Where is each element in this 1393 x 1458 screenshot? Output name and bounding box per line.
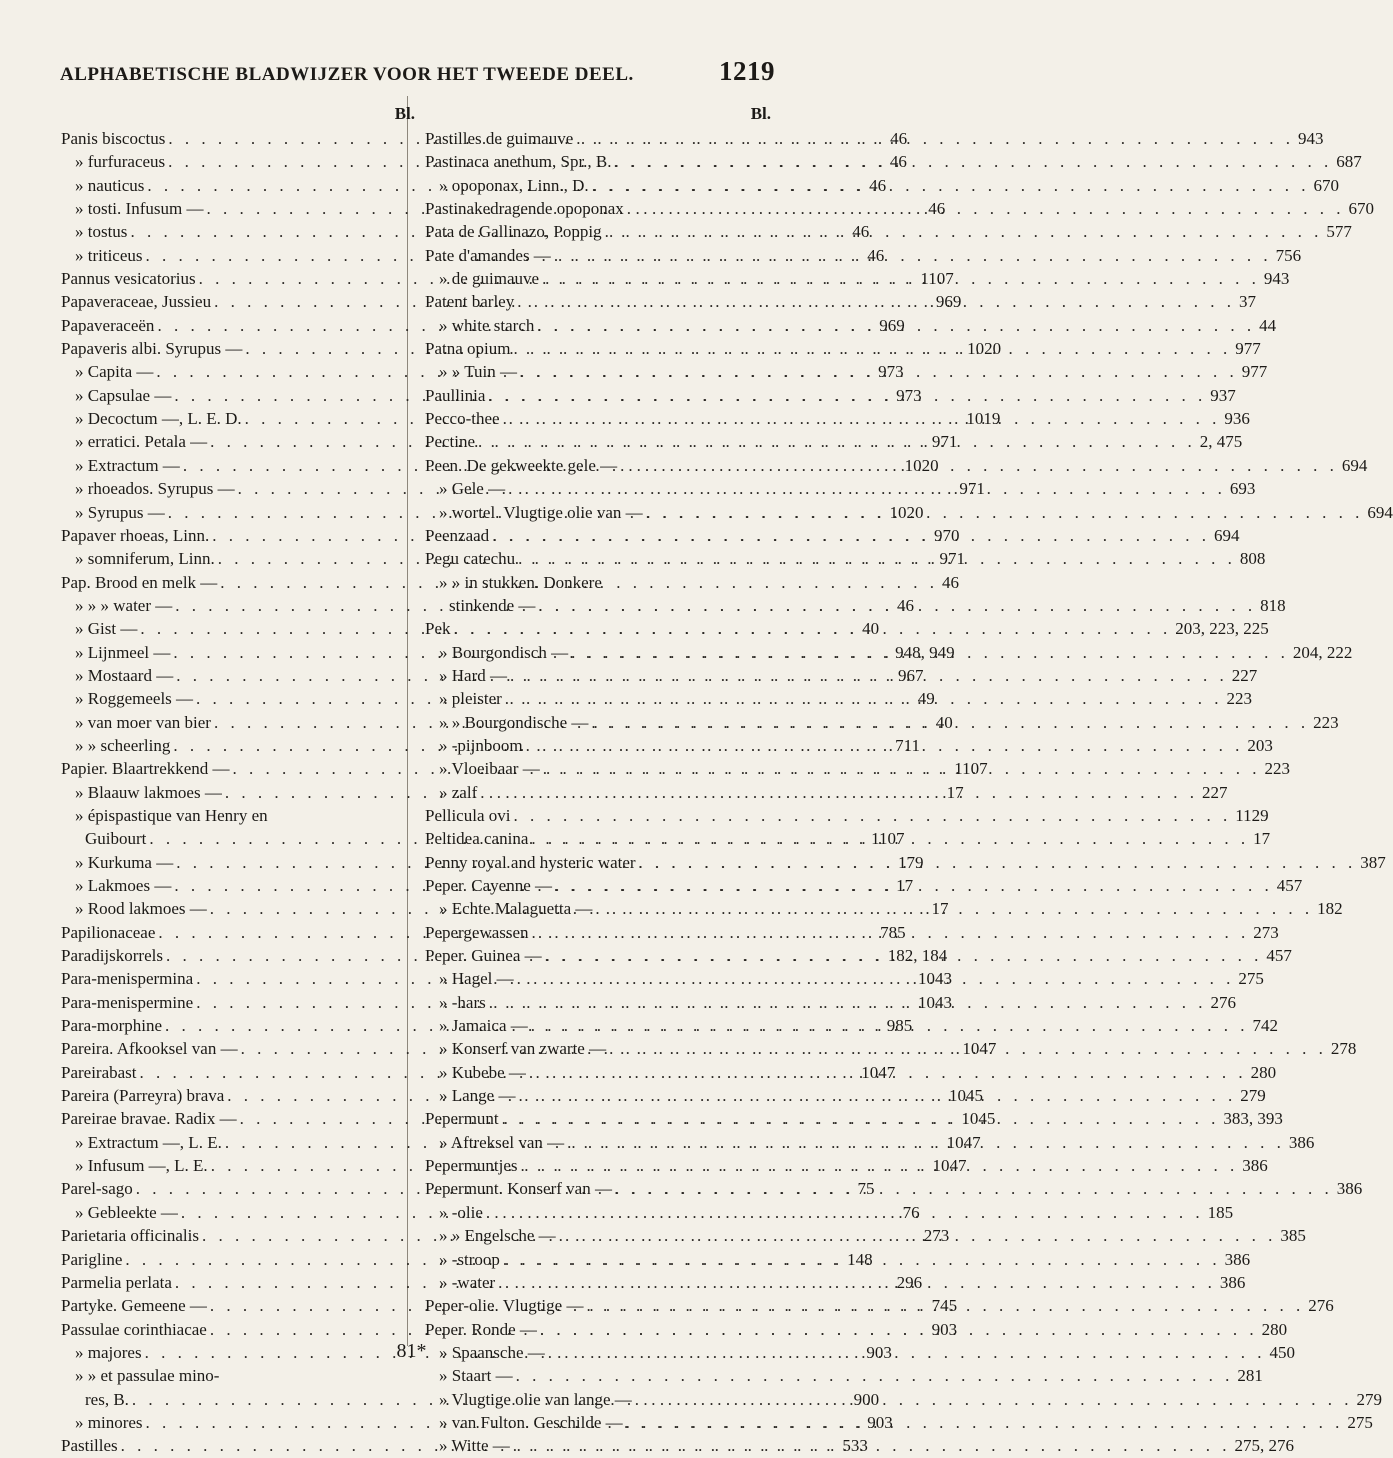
dot-leader [518,1154,1239,1177]
entry-term: » épispastique van Henry en [75,805,268,825]
entry-page-number: 203, 223, 225 [1175,619,1269,639]
index-entry [61,804,417,827]
running-header [60,56,775,87]
entry-page-number: 977 [1235,339,1261,359]
entry-term: » » » water — [75,595,173,615]
entry-page-number: 969 [879,315,905,335]
entry-page-number: 49 [917,689,935,709]
entry-term: Pegu catechu [425,549,516,569]
entry-page-number: 903 [931,1319,958,1339]
entry-term: » » scheerling [75,735,171,755]
entry-term: » Witte — [439,1436,510,1456]
entry-term: » minores [75,1412,143,1432]
signature-mark [0,1340,801,1363]
entry-term: Papaveris albi. Syrupus — [61,339,243,359]
entry-page-number: 76 [902,1202,920,1222]
entry-page-number: 386 [1336,1179,1363,1199]
entry-page-number: 577 [1326,222,1352,242]
page-number: 1219 [719,56,775,86]
entry-page-number: 785 [880,922,906,942]
entry-page-number: 46 [867,245,885,265]
dot-leader [606,1037,1327,1060]
entry-page-number: 223 [1226,689,1253,709]
entry-term: » Mostaard — [75,665,174,685]
entry-term: Peper. Guinea — [425,946,542,966]
entry-page-number: 275 [1238,969,1264,989]
entry-term: Pastilles [61,1436,118,1456]
entry-page-number: 182 [1317,899,1343,919]
entry-term: Peper-olie. Vlugtige — [425,1296,584,1316]
entry-page-number: 278 [1330,1039,1357,1059]
entry-term: » Spaansche — [439,1342,545,1362]
entry-page-number: 1129 [1235,805,1269,825]
dot-leader [510,337,1231,360]
dot-leader [643,501,1364,524]
dot-leader [589,174,1310,197]
dot-leader [537,1318,1258,1341]
entry-term: Pareira. Afkooksel van — [61,1039,238,1059]
entry-page-number: 971 [939,549,966,569]
entry-page-number: 903 [866,1342,892,1362]
entry-page-number: 711 [895,735,920,755]
entry-term: » -olie [439,1202,483,1222]
index-entry [61,1364,417,1387]
entry-term: Guibourt [85,829,147,849]
entry-page-number: 386 [1288,1132,1315,1152]
entry-term: » » Tuin — [439,362,517,382]
entry-term: Patna opium [425,339,511,359]
entry-page-number: 977 [1241,362,1268,382]
entry-page-number: 40 [862,619,880,639]
dot-leader [534,314,1255,337]
entry-term: » -pijnboom [439,735,523,755]
dot-leader [500,1248,1221,1271]
entry-page-number: 204, 222 [1292,642,1353,662]
entry-term: Pek [425,619,451,639]
entry-page-number: 273 [1253,922,1279,942]
dot-leader [477,781,1198,804]
entry-term: Partyke. Gemeene — [61,1296,207,1316]
entry-term: Papier. Blaartrekkend — [61,759,230,779]
running-title: ALPHABETISCHE BLADWIJZER VOOR HET TWEEDE DEEL. [60,64,634,85]
dot-leader [515,547,1236,570]
entry-term: » Capita — [75,362,154,382]
entry-term: Panis biscoctus [61,129,166,148]
entry-page-number: 296 [896,1272,923,1292]
entry-term: Pata de Gallinazo, Poppig [425,222,602,242]
entry-term: » Kurkuma — [75,852,174,872]
entry-term: » Gist — [75,619,138,639]
entry-page-number: 967 [897,665,924,685]
entry-page-number: 1047 [946,1132,981,1152]
entry-page-number: 75 [857,1179,875,1199]
entry-term: Pellicula ovi [425,805,511,825]
entry-term: » Capsulae — [75,385,172,405]
entry-term: Papaveraceae, Jussieu [61,292,212,312]
entry-term: » Hard — [439,665,507,685]
dot-leader [568,641,1289,664]
entry-page-number: 1045 [961,1109,996,1129]
entry-page-number: 756 [1275,245,1302,265]
entry-term: » Vloeibaar — [439,759,540,779]
entry-page-number: 969 [935,292,962,312]
entry-page-number: 46 [928,199,946,219]
entry-page-number: 227 [1231,665,1258,685]
entry-page-number: 937 [1210,385,1236,405]
dot-leader [592,897,1313,920]
entry-term: » majores [75,1342,142,1362]
entry-term: Pannus vesicatorius [61,269,196,289]
entry-term: Passulae corinthiacae [61,1319,207,1339]
entry-term: Pectine [425,432,476,452]
entry-page-number: 276 [1210,992,1236,1012]
entry-term: Papilionaceae [61,922,156,942]
entry-term: » tostus [75,222,128,242]
entry-term: Parigline [61,1249,123,1269]
dot-leader [510,804,1231,827]
entry-term: » furfuraceus [75,152,166,172]
entry-term: » wortel. Vlugtige olie van — [439,502,643,522]
entry-page-number: 450 [1269,1342,1296,1362]
entry-term: Pap. Brood en melk — [61,572,218,592]
entry-page-number: 1047 [932,1156,967,1176]
entry-term: » Gele — [439,479,506,499]
entry-term: » white starch [439,315,535,335]
entry-term: res, B. [85,1389,129,1409]
dot-leader [617,454,1338,477]
entry-term: » nauticus [75,175,145,195]
entry-page-number: 273 [923,1226,950,1246]
entry-page-number: 1047 [861,1062,896,1082]
entry-term: » Roggemeels — [75,689,194,709]
dot-leader [486,991,1207,1014]
dot-leader [528,827,1249,850]
entry-term: Pate d'amandes — [425,245,551,265]
dot-leader [500,407,1221,430]
entry-term: Parmelia perlata [61,1272,172,1292]
entry-term: » van moer van bier [75,712,211,732]
entry-page-number: 970 [933,525,960,545]
entry-page-number: 17 [946,782,964,802]
entry-page-number: 46 [852,222,870,242]
entry-term: Peltidea canina [425,829,529,849]
dot-leader [624,197,1345,220]
entry-page-number: 985 [886,1016,913,1036]
entry-term: Pepermunt. Konserf van — [425,1179,612,1199]
dot-leader [495,1271,1216,1294]
dot-leader [451,617,1172,640]
entry-page-number: 903 [867,1412,893,1432]
entry-term: » somniferum, Linn. [75,549,215,569]
dot-leader [483,1201,1204,1224]
entry-term: » Konserf van zwarte — [439,1039,607,1059]
entry-page-number: 281 [1237,1366,1263,1386]
entry-term: » Extractum —, L. E. [75,1132,222,1152]
entry-page-number: 943 [1298,129,1324,148]
dot-leader [623,1411,1344,1434]
entry-page-number: 742 [1252,1016,1278,1036]
entry-term: » Echte Malaguetta — [439,899,593,919]
entry-term: » Rood lakmoes — [75,899,207,919]
index-entry [425,804,1269,827]
dot-leader [583,1294,1304,1317]
entry-page-number: 973 [878,362,904,382]
entry-term: » zalf [439,782,478,802]
entry-page-number: 1020 [967,339,1002,359]
entry-page-number: 1020 [889,502,924,522]
index-entry [425,571,773,594]
entry-term: Para-menispermina [61,969,194,989]
entry-page-number: 46 [897,595,915,615]
entry-term: » » Engelsche — [439,1226,556,1246]
index-entry [425,1364,1263,1387]
entry-page-number: 687 [1336,152,1362,172]
entry-term: Pastinaca anethum, Spr., B. [425,152,612,172]
dot-leader [514,290,1235,313]
entry-page-number: 1107 [920,269,954,289]
dot-leader [502,687,1223,710]
entry-page-number: 1107 [871,829,905,849]
entry-term: » Extractum — [75,455,180,475]
entry-page-number: 46 [889,152,907,172]
dot-leader [514,967,1235,990]
entry-term: » Aftreksel van — [439,1132,565,1152]
entry-term: Pareirabast [61,1062,137,1082]
entry-term: Paullinia [425,385,486,405]
entry-term: Pastilles de guimauve [425,129,574,148]
entry-term: » tosti. Infusum — [75,199,204,219]
entry-page-number: 386 [1219,1272,1246,1292]
entry-term: » opoponax, Linn., D. [439,175,589,195]
entry-term: » Bourgondisch — [439,642,569,662]
dot-leader [499,1107,1220,1130]
entry-page-number: 936 [1224,409,1250,429]
entry-term: Papaveraceën [61,315,155,335]
entry-page-number: 1020 [904,455,939,475]
entry-page-number: 457 [1276,876,1303,895]
entry-term: Parel-sago [61,1179,133,1199]
entry-term: Peen. De gekweekte gele — [425,455,618,475]
entry-term: » » Bourgondische — [439,712,589,732]
entry-page-number: 148 [847,1249,873,1269]
dot-leader [539,267,1260,290]
entry-page-number: 948, 949 [895,642,955,662]
signature-mark-text: 81* [396,1340,427,1362]
dot-leader [475,430,1196,453]
entry-page-number: 457 [1266,946,1292,966]
entry-term: Para-menispermine [61,992,194,1012]
entry-term: » » et passulae mino- [75,1366,220,1386]
entry-term: » Blaauw lakmoes — [75,782,222,802]
entry-page-number: 223 [1264,759,1290,779]
entry-term: » Decoctum —, L. E. D. [75,409,242,429]
entry-page-number: 17 [931,899,949,919]
dot-leader [552,874,1273,897]
dot-leader [526,1061,1247,1084]
entry-page-number: 971 [931,432,958,452]
entry-page-number: 1107 [954,759,988,779]
entry-term: Parietaria officinalis [61,1226,199,1246]
entry-page-number: 17 [1253,829,1271,849]
entry-page-number: 275 [1347,1412,1373,1432]
entry-term: » Syrupus — [75,502,165,522]
entry-page-number: 227 [1201,782,1228,802]
entry-page-number: 1047 [962,1039,997,1059]
entry-term: » Kubebe — [439,1062,526,1082]
entry-term: » van Fulton. Geschilde — [439,1412,623,1432]
entry-term: » Lijnmeel — [75,642,171,662]
dot-leader [588,711,1309,734]
entry-page-number: 279 [1356,1389,1383,1409]
entry-term: » Hagel — [439,969,514,989]
dot-leader [556,1224,1277,1247]
dot-leader [507,664,1228,687]
dot-leader [523,734,1244,757]
entry-term: Peper. Cayenne — [425,876,552,895]
entry-term: » » in stukken. Donkere [439,572,602,592]
entry-page-number: 1043 [917,969,952,989]
entry-page-number: 40 [935,712,953,732]
entry-page-number: 44 [1259,315,1277,335]
entry-page-number: 385 [1280,1226,1306,1246]
entry-page-number: 694 [1341,455,1368,475]
entry-page-number: 694 [1213,525,1240,545]
dot-leader [632,1388,1353,1411]
dot-leader [612,150,1333,173]
entry-term: Pareirae bravae. Radix — [61,1109,237,1129]
dot-leader [636,851,1357,874]
entry-page-number: 693 [1229,479,1256,499]
dot-leader [529,921,1250,944]
dot-leader [510,1434,1231,1457]
entry-term: Pepergewassen [425,922,529,942]
entry-page-number: 46 [869,175,887,195]
entry-page-number: 179 [897,852,924,872]
dot-leader [612,1177,1333,1200]
entry-term: » Lakmoes — [75,876,172,895]
entry-term: Para-morphine [61,1016,163,1036]
dot-leader [489,524,1210,547]
dot-leader [505,477,1226,500]
entry-term: Pareira (Parreyra) brava [61,1086,225,1106]
entry-page-number: 745 [931,1296,958,1316]
entry-page-number: 943 [1263,269,1290,289]
entry-page-number: 808 [1239,549,1266,569]
entry-page-number: 386 [1224,1249,1251,1269]
entry-term: Pecco-thee [425,409,500,429]
entry-page-number: 275, 276 [1234,1436,1295,1456]
entry-page-number: 818 [1260,595,1286,615]
entry-page-number: 900 [853,1389,880,1409]
entry-term: stinkende — [449,595,536,615]
entry-page-number: 223 [1313,712,1339,732]
entry-page-number: 276 [1308,1296,1334,1316]
dot-leader [515,1084,1236,1107]
entry-page-number: 971 [959,479,985,499]
entry-page-number: 670 [1348,199,1374,219]
entry-term: » Gebleekte — [75,1202,178,1222]
dot-leader [602,220,1323,243]
entry-page-number: 46 [942,572,960,592]
left-column-heading: Bl. [394,104,415,123]
entry-term: Patent barley [425,292,515,312]
entry-term: Pepermuntjes [425,1156,518,1176]
entry-term: » -hars [439,992,486,1012]
entry-page-number: 383, 393 [1223,1109,1283,1129]
entry-page-number: 203 [1247,735,1273,755]
entry-term: Peenzaad [425,525,490,545]
entry-term: Peper. Ronde — [425,1319,537,1339]
entry-page-number: 2, 475 [1199,432,1243,452]
entry-term: Paradijskorrels [61,946,163,966]
entry-page-number: 279 [1240,1086,1266,1106]
dot-leader [542,944,1263,967]
entry-term: » -stroop [439,1249,500,1269]
dot-leader [535,594,1256,617]
dot-leader [573,127,1294,150]
entry-page-number: 670 [1313,175,1339,195]
dot-leader [485,384,1206,407]
entry-page-number: 973 [896,385,922,405]
dot-leader [513,1364,1234,1387]
entry-term: » de guimauve [439,269,540,289]
entry-term: Penny royal and hysteric water [425,852,636,872]
dot-leader [564,1131,1285,1154]
entry-page-number: 280 [1250,1062,1277,1082]
entry-term: » -water [439,1272,496,1292]
entry-page-number: 37 [1238,292,1256,312]
entry-term: Pepermunt [425,1109,499,1129]
entry-page-number: 533 [842,1436,868,1456]
entry-term: » erratici. Petala — [75,432,208,452]
dot-leader [517,360,1238,383]
entry-term: » pleister [439,689,502,709]
entry-page-number: 182, 184 [887,946,948,966]
entry-page-number: 17 [896,876,914,895]
right-column-heading: Bl. [750,104,771,123]
dot-leader [551,244,1272,267]
entry-term: Papaver rhoeas, Linn. [61,525,210,545]
entry-page-number: 386 [1242,1156,1268,1176]
entry-page-number: 694 [1367,502,1393,522]
entry-page-number: 185 [1207,1202,1234,1222]
entry-term: Pastinakedragende opoponax [425,199,624,219]
entry-term: » Jamaica — [439,1016,528,1036]
entry-term: » Vlugtige olie van lange — [439,1389,632,1409]
entry-page-number: 1043 [917,992,952,1012]
dot-leader [528,1014,1249,1037]
entry-term: » Staart — [439,1366,513,1386]
entry-term: » triticeus [75,245,143,265]
entry-term: » Lange — [439,1086,516,1106]
entry-page-number: 387 [1360,852,1386,872]
entry-page-number: 1019 [966,409,1001,429]
entry-term: » rhoeados. Syrupus — [75,479,235,499]
entry-page-number: 46 [890,129,908,148]
entry-term: » Infusum —, L. E. [75,1156,208,1176]
dot-leader [540,757,1261,780]
entry-page-number: 1045 [949,1086,984,1106]
entry-page-number: 280 [1261,1319,1288,1339]
